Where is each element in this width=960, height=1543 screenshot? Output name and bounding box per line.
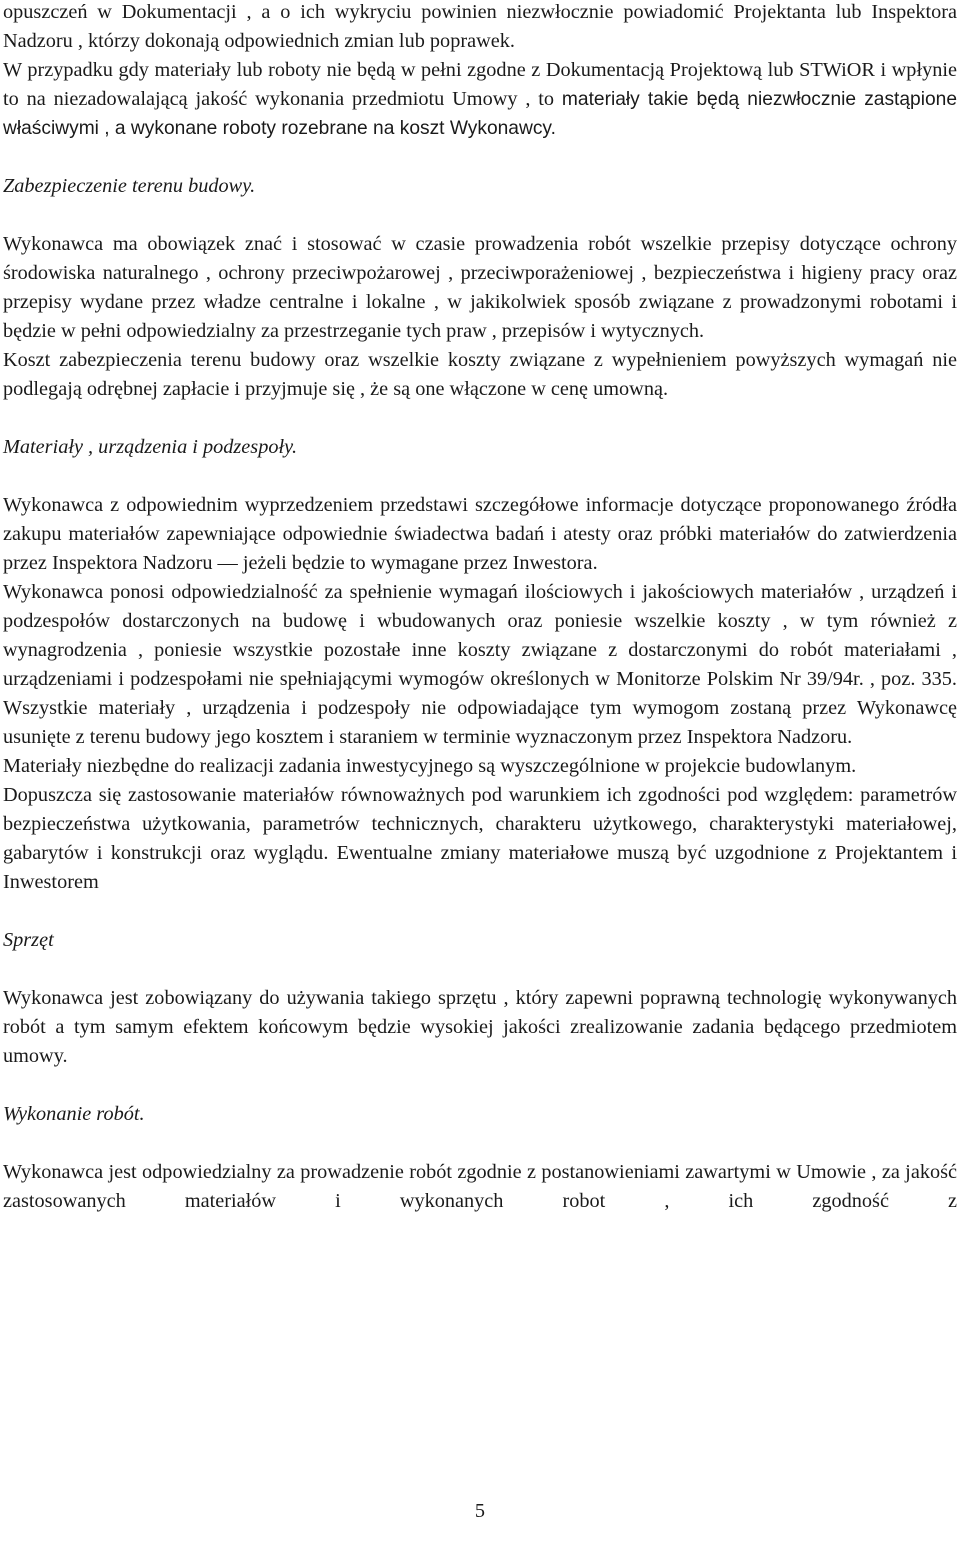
section-gap — [3, 955, 957, 984]
section-gap — [3, 404, 957, 433]
materials-paragraph-1: Wykonawca z odpowiednim wyprzedzeniem przedstawi szczegółowe informacje dotyczące proponowanego źródła zakupu materiałów zapewniające odpowiednie świadectwa badań i atesty oraz próbki materiałów do zatwierdzenia przez Inspektora Nadzoru — jeżeli będzie to wymagane przez Inwestora. — [3, 494, 957, 574]
materials-conformity-text-a: W przypadku gdy materiały lub roboty nie będą w pełni zgodne z Dokumentacją Projektową lub STWiOR i wpłynie to na niezadowalającą jakość wykonania przedmiotu Umowy , to — [3, 59, 957, 110]
section-heading-site-protection: Zabezpieczenie terenu budowy. — [3, 175, 256, 197]
materials-conformity-text-b: materiały takie będą niezwłocznie zastąpione właściwymi , a wykonane roboty rozebrane na koszt Wykonawcy. — [3, 89, 958, 139]
section-gap — [3, 1071, 957, 1100]
section-gap — [3, 143, 957, 172]
section-heading-works-execution: Wykonanie robót. — [3, 1103, 145, 1125]
site-protection-paragraph-1: Wykonawca ma obowiązek znać i stosować w czasie prowadzenia robót wszelkie przepisy dotyczące ochrony środowiska naturalnego , ochrony przeciwpożarowej , przeciwporażeniowej , bezpieczeństwa i higieny pracy oraz przepisy wydane przez władze centralne i lokalne , w jakikolwiek sposób związane z prowadzonymi robotami i będzie w pełni odpowiedzialny za przestrzeganie tych praw , przepisów i wytycznych. — [3, 233, 957, 342]
section-gap — [3, 462, 957, 491]
site-protection-paragraph-2: Koszt zabezpieczenia terenu budowy oraz wszelkie koszty związane z wypełnieniem powyższych wymagań nie podlegają odrębnej zapłacie i przyjmuje się , że są one włączone w cenę umowną. — [3, 349, 957, 400]
document-page — [3, 0, 957, 1216]
section-gap — [3, 1129, 957, 1158]
materials-paragraph-4: Dopuszcza się zastosowanie materiałów równoważnych pod warunkiem ich zgodności pod względem: parametrów bezpieczeństwa użytkowania, parametrów technicznych, charakteru użytkowego, charakterystyki materiałowej, gabarytów i konstrukcji oraz wyglądu. Ewentualne zmiany materiałowe muszą być uzgodnione z Projektantem i Inwestorem — [3, 784, 957, 893]
works-execution-paragraph-1: Wykonawca jest odpowiedzialny za prowadzenie robót zgodnie z postanowieniami zawartymi w Umowie , za jakość zastosowanych materiałów i wykonanych robot , ich zgodność z — [3, 1161, 957, 1212]
materials-paragraph-2: Wykonawca ponosi odpowiedzialność za spełnienie wymagań ilościowych i jakościowych materiałów , urządzeń i podzespołów dostarczonych na budowę i wbudowanych oraz poniesie wszelkie koszty , w tym również z wynagrodzenia , poniesie wszystkie pozostałe inne koszty związane z dostarczonymi do robót materiałami , urządzeniami i podzespołami nie spełniającymi wymogów określonych w Monitorze Polskim Nr 39/94r. , poz. 335. Wszystkie materiały , urządzenia i podzespoły nie odpowiadające tym wymogom zostaną przez Wykonawcę usunięte z terenu budowy jego kosztem i staraniem w terminie wyznaczonym przez Inspektora Nadzoru. — [3, 581, 957, 748]
page-number: 5 — [474, 1500, 486, 1522]
continuation-paragraph: opuszczeń w Dokumentacji , a o ich wykryciu powinien niezwłocznie powiadomić Projektanta lub Inspektora Nadzoru , którzy dokonają odpowiednich zmian lub poprawek. — [3, 1, 957, 52]
materials-conformity-paragraph — [3, 56, 957, 143]
section-heading-equipment: Sprzęt — [3, 929, 54, 951]
section-gap — [3, 201, 957, 230]
section-heading-materials: Materiały , urządzenia i podzespoły. — [3, 436, 298, 458]
equipment-paragraph-1: Wykonawca jest zobowiązany do używania takiego sprzętu , który zapewni poprawną technologię wykonywanych robót a tym samym efektem końcowym będzie wysokiej jakości zrealizowanie zadania będącego przedmiotem umowy. — [3, 987, 957, 1067]
materials-paragraph-3: Materiały niezbędne do realizacji zadania inwestycyjnego są wyszczególnione w projekcie budowlanym. — [3, 755, 857, 777]
section-gap — [3, 897, 957, 926]
